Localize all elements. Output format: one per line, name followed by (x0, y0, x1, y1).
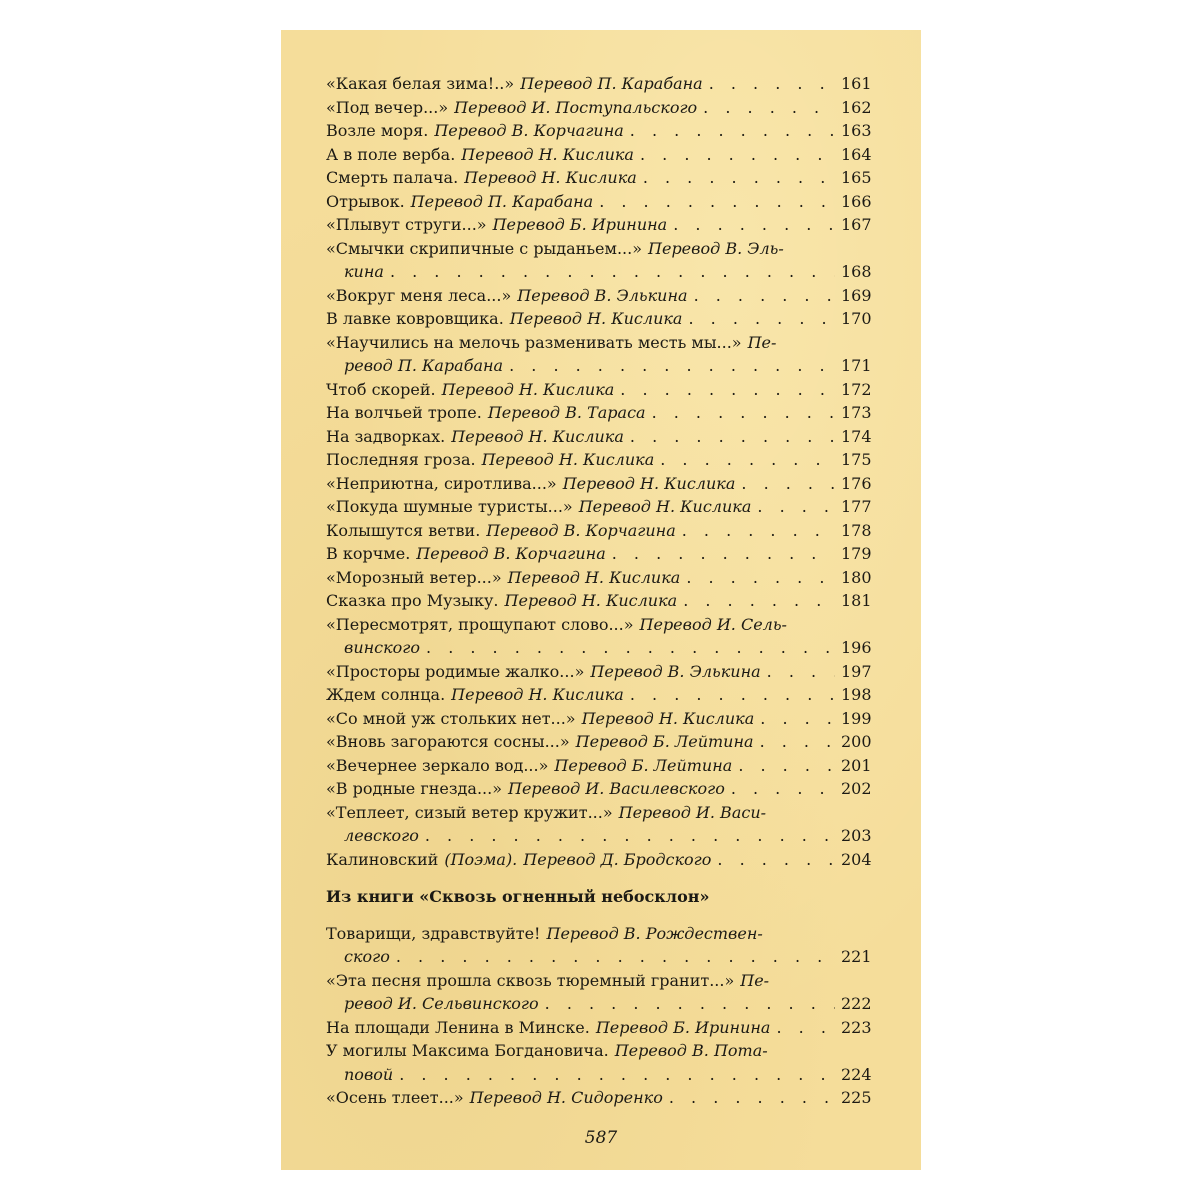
entry-translator: Пе- (740, 970, 770, 990)
entry-title: «Теплеет, сизый ветер кружит...» (326, 802, 613, 822)
dot-leader (776, 1016, 835, 1040)
toc-entry (326, 331, 871, 378)
section-heading: Из книги «Сквозь огненный небосклон» (326, 887, 710, 906)
entry-translator-continued: повой (344, 1064, 394, 1084)
entry-page-number: 161 (841, 74, 872, 93)
dot-leader (686, 566, 835, 590)
toc-entry (326, 307, 871, 331)
entry-title: «Вокруг меня леса...» (326, 285, 512, 305)
dot-leader (620, 378, 835, 402)
toc-entry (326, 1039, 871, 1086)
entry-page-number: 202 (841, 779, 872, 798)
entry-translator: Перевод В. Корчагина (486, 520, 676, 540)
entry-title: Возле моря. (326, 121, 429, 140)
toc-entry (326, 213, 871, 237)
entry-page-number: 200 (841, 732, 872, 751)
entry-page-number: 225 (841, 1088, 872, 1107)
entry-page-number: 201 (841, 755, 872, 775)
toc-entry (326, 922, 871, 969)
toc-entry (326, 969, 871, 1016)
toc-entry (326, 730, 871, 754)
toc-entry (326, 143, 871, 167)
entry-translator: Перевод Н. Кислика (578, 497, 752, 516)
entry-title: Чтоб скорей. (326, 379, 436, 399)
entry-title: «Морозный ветер...» (326, 567, 502, 587)
entry-page-number: 169 (841, 285, 872, 305)
dot-leader (694, 284, 835, 308)
toc-entry (326, 1086, 871, 1110)
toc-entry (326, 166, 871, 190)
entry-page-number: 172 (841, 379, 872, 399)
toc-entry (326, 848, 871, 872)
dot-leader (767, 660, 835, 684)
entry-title: В корчме. (326, 544, 411, 563)
toc-entry (326, 542, 871, 566)
toc-entry (326, 96, 871, 120)
entry-title: Отрывок. (326, 191, 405, 211)
entry-title: Последняя гроза. (326, 450, 476, 469)
dot-leader (703, 96, 835, 120)
entry-translator: Перевод И. Поступальского (454, 97, 698, 117)
dot-leader (630, 425, 835, 449)
entry-title: «Под вечер...» (326, 97, 449, 117)
dot-leader (683, 589, 835, 613)
dot-leader (717, 848, 835, 872)
dot-leader (688, 307, 835, 331)
dot-leader (599, 190, 835, 214)
entry-translator-continued: ревод П. Карабана (344, 356, 504, 375)
entry-translator: Перевод И. Василевского (508, 779, 725, 798)
entry-translator: Перевод Н. Кислика (451, 426, 624, 446)
entry-page-number: 179 (841, 544, 872, 563)
entry-page-number: 163 (841, 121, 872, 140)
entry-translator: Перевод Б. Иринина (492, 215, 668, 234)
dot-leader (643, 166, 835, 190)
entry-title: «Неприютна, сиротлива...» (326, 473, 557, 493)
entry-translator-continued: ского (344, 947, 390, 966)
entry-title: «Научились на мелочь разменивать месть мы...» (326, 332, 742, 352)
entry-title: Смерть палача. (326, 168, 459, 187)
entry-translator-continued: кина (344, 262, 384, 281)
entry-page-number: 203 (841, 826, 872, 845)
entry-translator: Перевод Н. Кислика (507, 567, 681, 587)
entry-title: «Эта песня прошла сквозь тюремный гранит...» (326, 970, 735, 990)
entry-translator: Перевод П. Карабана (520, 74, 703, 93)
entry-title: Калиновский (326, 849, 439, 869)
entry-title: А в поле верба. (326, 144, 456, 164)
toc-entry (326, 284, 871, 308)
entry-page-number: 181 (841, 591, 872, 610)
dot-leader (709, 72, 835, 96)
dot-leader (425, 824, 835, 848)
dot-leader (669, 1086, 835, 1110)
entry-translator: Перевод Н. Кислика (581, 708, 755, 728)
toc-entry (326, 683, 871, 707)
toc-entry (326, 72, 871, 96)
entry-title: Ждем солнца. (326, 685, 446, 704)
toc-entry (326, 566, 871, 590)
entry-translator: Перевод Н. Сидоренко (469, 1088, 663, 1107)
entry-translator-continued: винского (344, 638, 421, 657)
entry-page-number: 197 (841, 661, 872, 681)
entry-page-number: 166 (841, 191, 872, 211)
page-number: 587 (584, 1128, 618, 1148)
entry-translator: Перевод В. Корчагина (434, 121, 624, 140)
entry-page-number: 170 (841, 309, 872, 328)
entry-title: «Покуда шумные туристы...» (326, 497, 573, 516)
entry-page-number: 173 (841, 403, 872, 422)
entry-page-number: 165 (841, 168, 872, 187)
entry-title: «Просторы родимые жалко...» (326, 661, 585, 681)
entry-title: У могилы Максима Богдановича. (326, 1041, 609, 1060)
toc-entry (326, 425, 871, 449)
toc-list-section (326, 922, 871, 1110)
entry-translator: Перевод В. Элькина (590, 661, 761, 681)
entry-title: «Смычки скрипичные с рыданьем...» (326, 238, 643, 258)
entry-page-number: 199 (841, 708, 872, 728)
book-page (281, 30, 921, 1170)
entry-page-number: 171 (841, 356, 872, 375)
toc-entry (326, 448, 871, 472)
dot-leader (757, 495, 835, 519)
entry-title: На задворках. (326, 426, 446, 446)
toc-entry (326, 378, 871, 402)
dot-leader (760, 707, 835, 731)
dot-leader (660, 448, 835, 472)
toc-entry (326, 401, 871, 425)
entry-translator: Пе- (747, 332, 777, 352)
entry-page-number: 196 (841, 638, 872, 657)
toc-entry (326, 589, 871, 613)
entry-translator: Перевод В. Элькина (517, 285, 688, 305)
entry-translator: Перевод Н. Кислика (562, 473, 736, 493)
dot-leader (738, 754, 835, 778)
toc-entry (326, 1016, 871, 1040)
entry-translator: Перевод Н. Кислика (461, 144, 634, 164)
entry-title: «Осень тлеет...» (326, 1088, 464, 1107)
dot-leader (731, 777, 835, 801)
table-of-contents (326, 72, 871, 1110)
dot-leader (509, 354, 835, 378)
entry-page-number: 176 (841, 473, 872, 493)
entry-translator: Перевод Б. Лейтина (575, 732, 754, 751)
dot-leader (673, 213, 835, 237)
entry-genre-note: (Поэма). (444, 849, 518, 869)
entry-page-number: 164 (841, 144, 872, 164)
entry-translator: Перевод В. Рождествен- (546, 923, 763, 943)
entry-translator: Перевод Н. Кислика (451, 685, 624, 704)
entry-page-number: 175 (841, 450, 872, 469)
dot-leader (545, 992, 835, 1016)
entry-page-number: 178 (841, 520, 872, 540)
entry-title: «Какая белая зима!..» (326, 74, 515, 93)
entry-translator: Перевод Н. Кислика (509, 309, 683, 328)
toc-entry (326, 495, 871, 519)
entry-translator: Перевод Н. Кислика (481, 450, 655, 469)
entry-translator-continued: ревод И. Сельвинского (344, 994, 539, 1013)
dot-leader (612, 542, 835, 566)
entry-title: «Вечернее зеркало вод...» (326, 755, 549, 775)
entry-page-number: 222 (841, 994, 872, 1013)
entry-translator: Перевод И. Сель- (639, 614, 787, 634)
dot-leader (640, 143, 835, 167)
toc-entry (326, 613, 871, 660)
entry-translator: Перевод В. Пота- (614, 1041, 768, 1060)
entry-title: На площади Ленина в Минске. (326, 1017, 590, 1037)
toc-entry (326, 777, 871, 801)
toc-entry (326, 190, 871, 214)
entry-page-number: 204 (841, 849, 872, 869)
toc-entry (326, 119, 871, 143)
dot-leader (741, 472, 835, 496)
dot-leader (399, 1063, 835, 1087)
dot-leader (630, 683, 835, 707)
entry-translator: Перевод В. Корчагина (416, 544, 606, 563)
toc-entry (326, 707, 871, 731)
entry-page-number: 180 (841, 567, 872, 587)
toc-entry (326, 472, 871, 496)
entry-title: «Вновь загораются сосны...» (326, 732, 570, 751)
entry-title: Сказка про Музыку. (326, 591, 499, 610)
entry-translator: Перевод Н. Кислика (464, 168, 637, 187)
entry-title: «В родные гнезда...» (326, 779, 502, 798)
dot-leader (426, 636, 835, 660)
dot-leader (760, 730, 835, 754)
entry-translator: Перевод Н. Кислика (441, 379, 615, 399)
dot-leader (682, 519, 835, 543)
entry-page-number: 167 (841, 215, 872, 234)
dot-leader (396, 945, 835, 969)
entry-title: «Пересмотрят, прощупают слово...» (326, 614, 634, 634)
dot-leader (652, 401, 835, 425)
entry-page-number: 223 (841, 1017, 872, 1037)
entry-translator: Перевод П. Карабана (410, 191, 594, 211)
entry-translator: Перевод Б. Иринина (595, 1017, 771, 1037)
entry-title: Колышутся ветви. (326, 520, 481, 540)
toc-entry (326, 754, 871, 778)
entry-translator: Перевод В. Тараса (487, 403, 646, 422)
entry-translator: Перевод Н. Кислика (504, 591, 678, 610)
entry-translator: Перевод Б. Лейтина (554, 755, 733, 775)
entry-title: Товарищи, здравствуйте! (326, 923, 541, 943)
entry-title: «Плывут струги...» (326, 215, 487, 234)
entry-page-number: 162 (841, 97, 872, 117)
entry-page-number: 174 (841, 426, 872, 446)
toc-entry (326, 519, 871, 543)
dot-leader (390, 260, 835, 284)
entry-page-number: 177 (841, 497, 872, 516)
entry-page-number: 224 (841, 1064, 872, 1084)
entry-title: «Со мной уж стольких нет...» (326, 708, 576, 728)
toc-list-main (326, 72, 871, 871)
dot-leader (630, 119, 835, 143)
entry-translator: Перевод В. Эль- (648, 238, 784, 258)
entry-page-number: 168 (841, 262, 872, 281)
entry-title: В лавке ковровщика. (326, 309, 504, 328)
entry-translator-continued: левского (344, 826, 419, 845)
entry-translator: Перевод Д. Бродского (523, 849, 712, 869)
toc-entry (326, 237, 871, 284)
toc-entry (326, 660, 871, 684)
entry-translator: Перевод И. Васи- (618, 802, 767, 822)
toc-entry (326, 801, 871, 848)
entry-page-number: 221 (841, 947, 872, 966)
entry-title: На волчьей тропе. (326, 403, 482, 422)
entry-page-number: 198 (841, 685, 872, 704)
